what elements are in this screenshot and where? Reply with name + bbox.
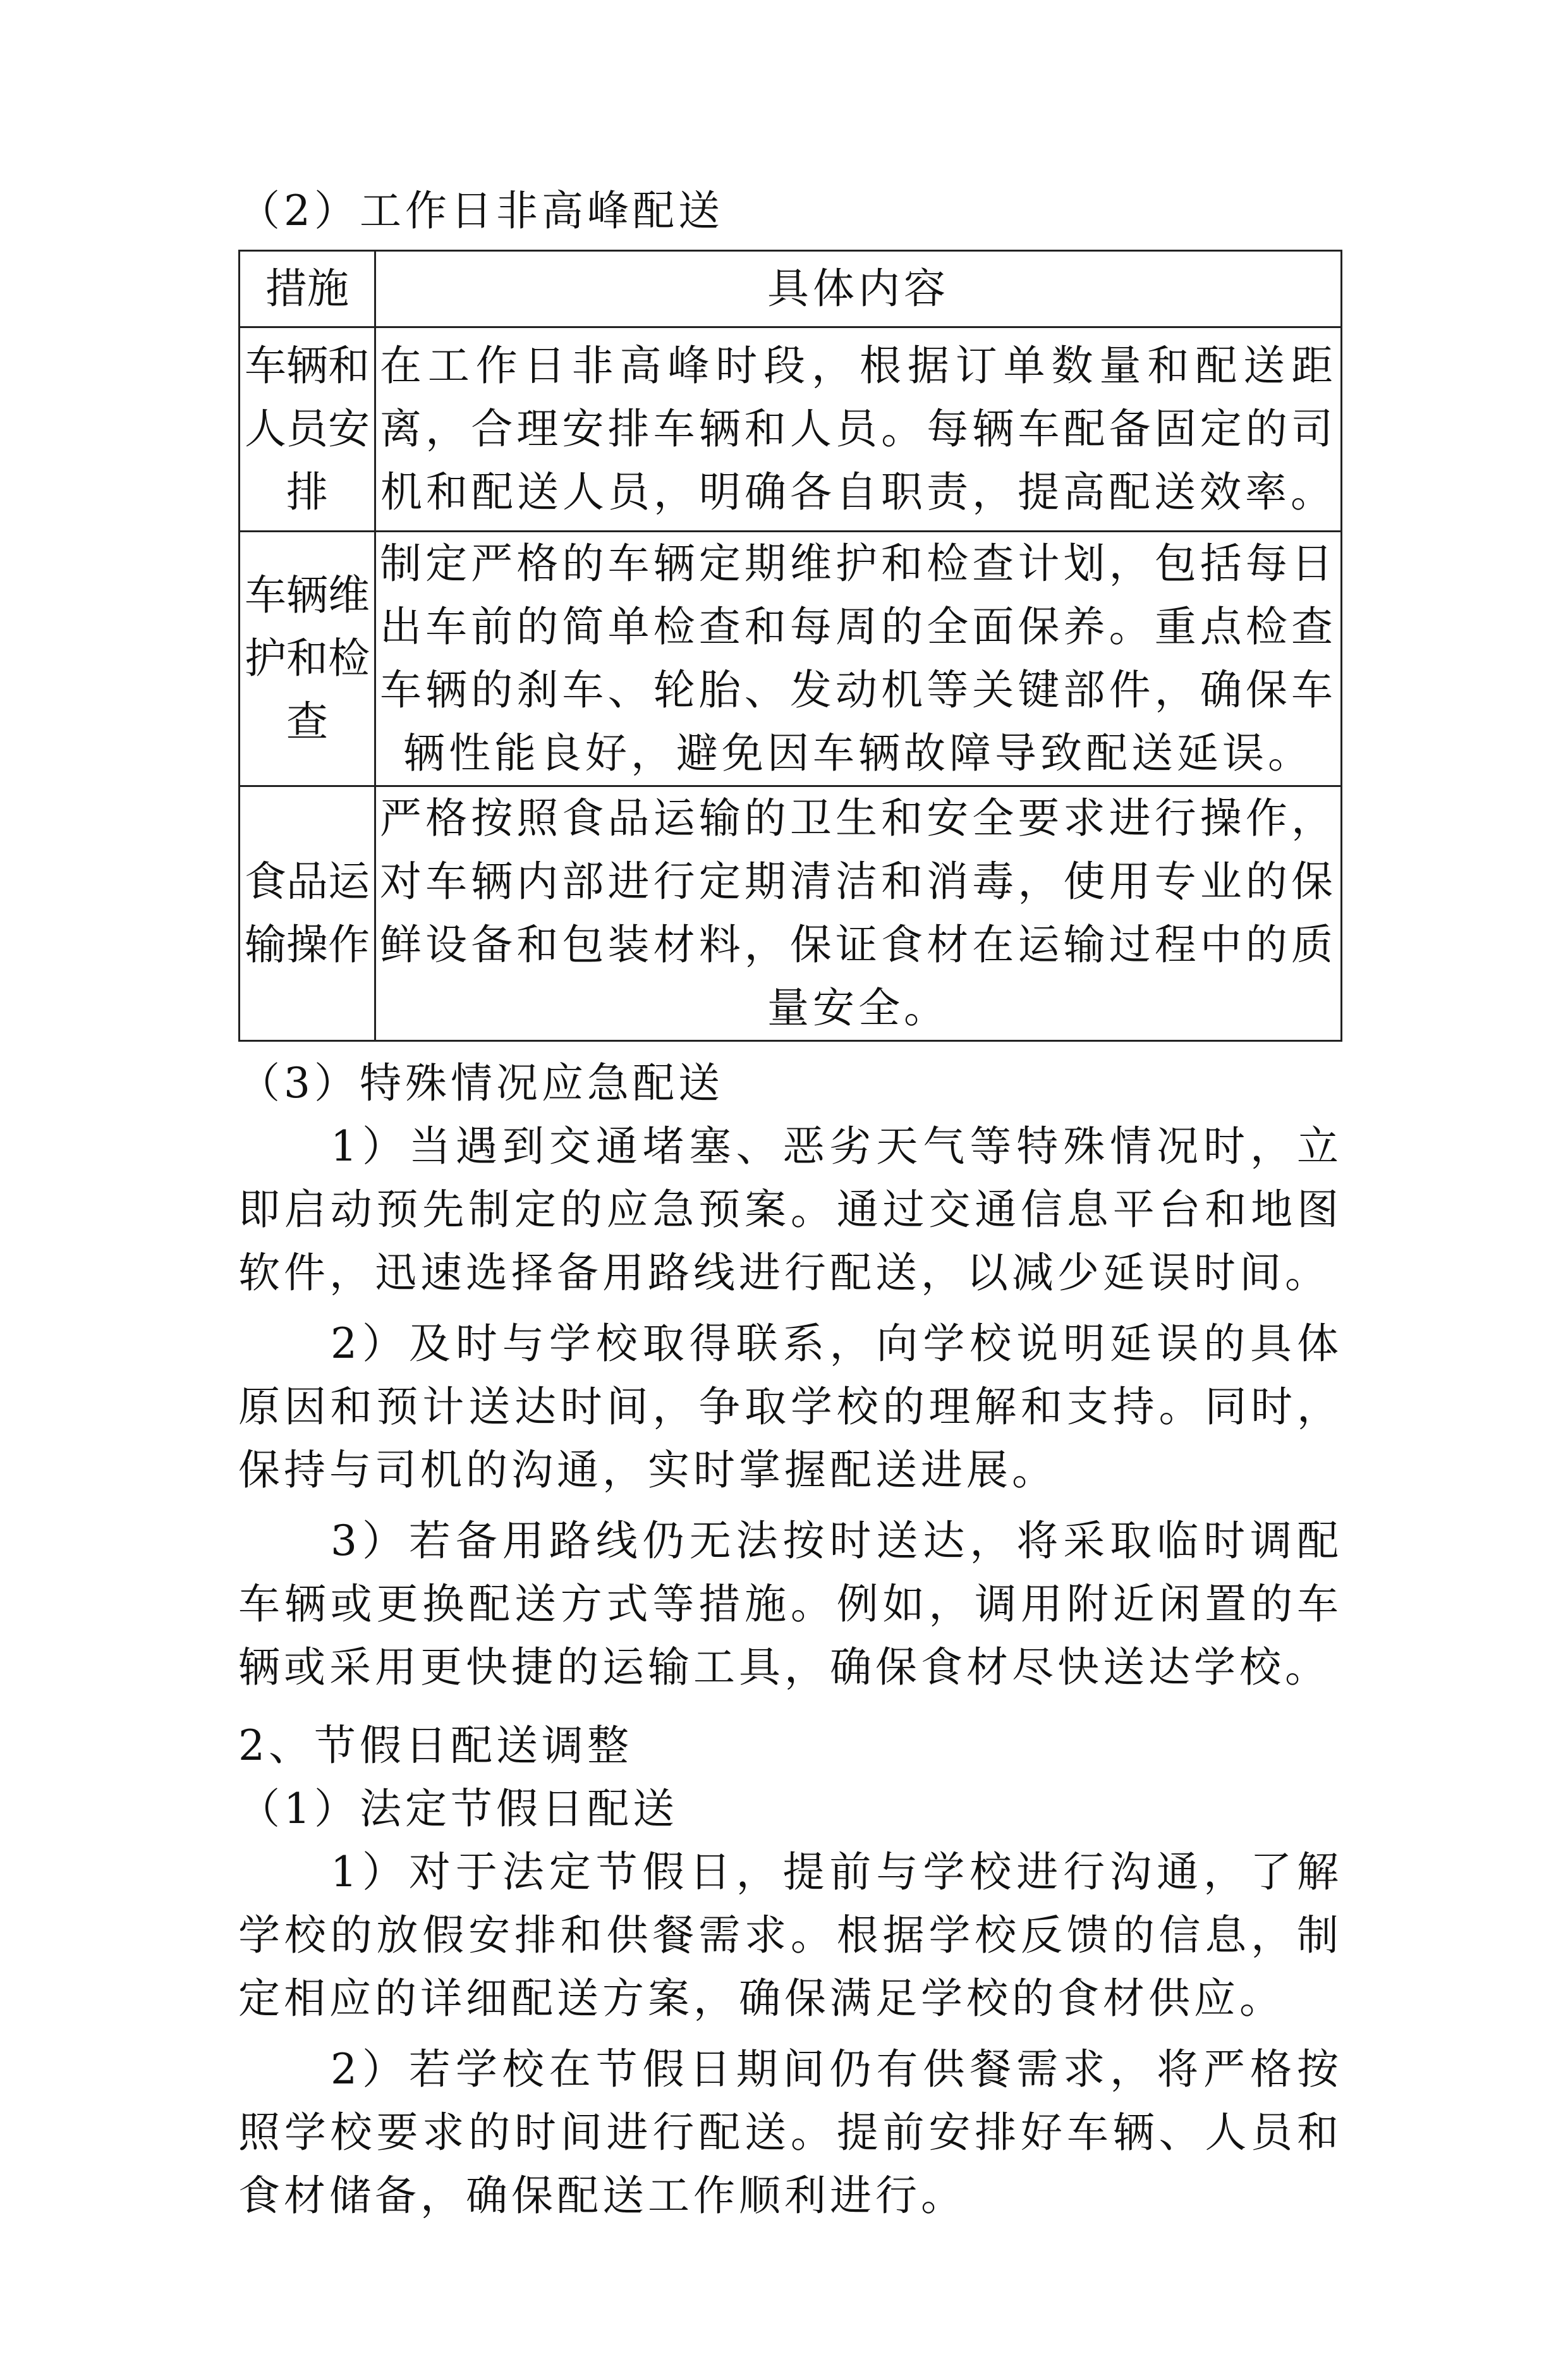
table-row (240, 532, 1342, 786)
row-measure: 车辆维护和检查 (240, 532, 375, 786)
paragraph: 1）当遇到交通堵塞、恶劣天气等特殊情况时，立即启动预先制定的应急预案。通过交通信息平台和地图软件，迅速选择备用路线进行配送，以减少延误时间。 (238, 1122, 1342, 1297)
header-content: 具体内容 (375, 251, 1342, 327)
paragraph: 3）若备用路线仍无法按时送达，将采取临时调配车辆或更换配送方式等措施。例如，调用附近闲置的车辆或采用更快捷的运输工具，确保食材尽快送达学校。 (238, 1516, 1342, 1692)
table-row (240, 786, 1342, 1041)
section-heading-holiday: 2、节假日配送调整 (238, 1721, 633, 1770)
sub-heading-statutory-holiday: （1）法定节假日配送 (238, 1784, 678, 1833)
paragraph: 2）及时与学校取得联系，向学校说明延误的具体原因和预计送达时间，争取学校的理解和支持。同时，保持与司机的沟通，实时掌握配送进展。 (238, 1319, 1342, 1494)
section-heading-emergency: （3）特殊情况应急配送 (238, 1059, 724, 1107)
table-row (240, 327, 1342, 532)
measures-table (238, 250, 1342, 1042)
row-content: 在工作日非高峰时段，根据订单数量和配送距离，合理安排车辆和人员。每辆车配备固定的司机和配送人员，明确各自职责，提高配送效率。 (375, 327, 1342, 532)
table-header-row (240, 251, 1342, 327)
row-content: 严格按照食品运输的卫生和安全要求进行操作，对车辆内部进行定期清洁和消毒，使用专业的保鲜设备和包装材料，保证食材在运输过程中的质量安全。 (375, 786, 1342, 1041)
paragraph: 2）若学校在节假日期间仍有供餐需求，将严格按照学校要求的时间进行配送。提前安排好车辆、人员和食材储备，确保配送工作顺利进行。 (238, 2045, 1342, 2220)
row-content: 制定严格的车辆定期维护和检查计划，包括每日出车前的简单检查和每周的全面保养。重点检查车辆的刹车、轮胎、发动机等关键部件，确保车辆性能良好，避免因车辆故障导致配送延误。 (375, 532, 1342, 786)
row-measure: 车辆和人员安排 (240, 327, 375, 532)
section-heading-weekday-offpeak: （2）工作日非高峰配送 (238, 186, 724, 235)
paragraph: 1）对于法定节假日，提前与学校进行沟通，了解学校的放假安排和供餐需求。根据学校反馈的信息，制定相应的详细配送方案，确保满足学校的食材供应。 (238, 1848, 1342, 2023)
row-measure: 食品运输操作 (240, 786, 375, 1041)
header-measure: 措施 (240, 251, 375, 327)
document-page (238, 0, 1342, 2354)
